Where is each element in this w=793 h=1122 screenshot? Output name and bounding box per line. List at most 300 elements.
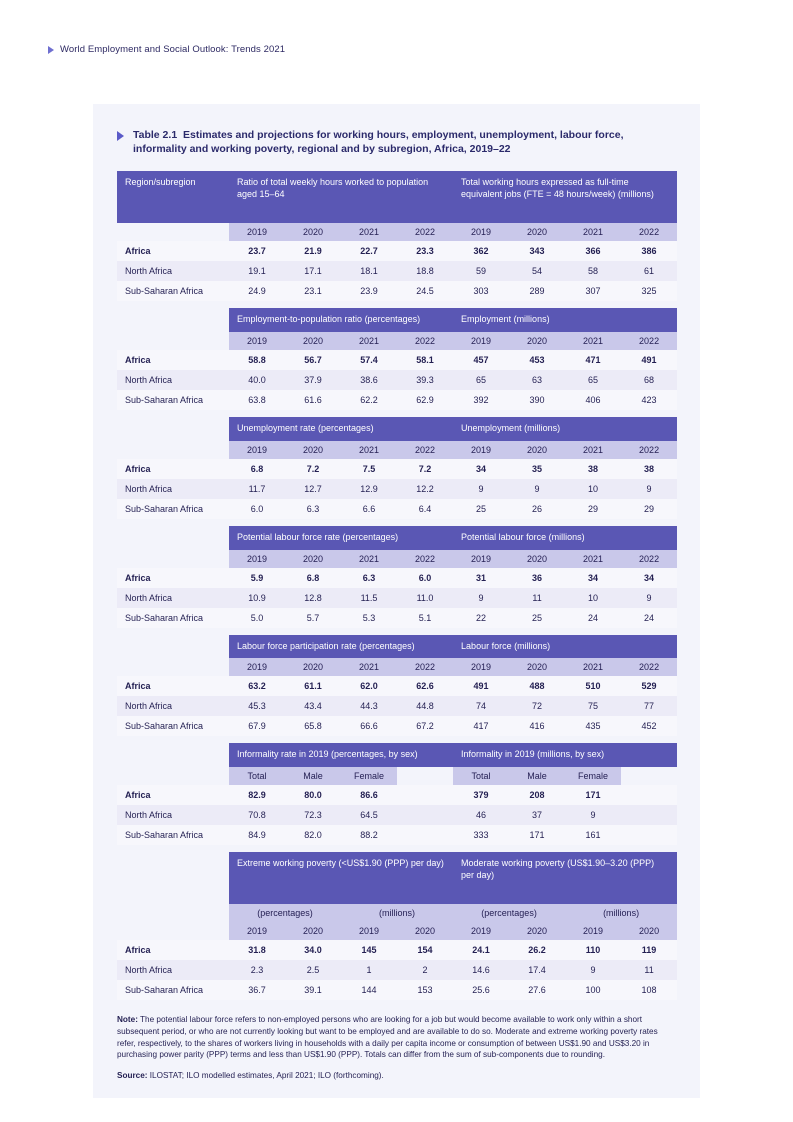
column-subhead: 2022 [397, 441, 453, 459]
data-cell: 56.7 [285, 350, 341, 370]
table-row [117, 960, 677, 980]
column-subhead: 2022 [621, 332, 677, 350]
column-subhead: 2020 [285, 922, 341, 940]
region-header: Region/subregion [117, 171, 229, 223]
row-label: Sub-Saharan Africa [117, 716, 229, 736]
data-cell: 108 [621, 980, 677, 1000]
column-subhead: 2022 [397, 332, 453, 350]
block-header-row [117, 308, 677, 332]
table-row [117, 676, 677, 696]
block-header-row [117, 743, 677, 767]
data-cell: 54 [509, 261, 565, 281]
data-cell: 23.9 [341, 281, 397, 301]
spacer-cell [117, 767, 229, 785]
data-cell: 9 [453, 479, 509, 499]
data-cell: 6.4 [397, 499, 453, 519]
table-row [117, 479, 677, 499]
data-cell: 67.2 [397, 716, 453, 736]
row-spacer [117, 301, 677, 308]
block-subhead-row [117, 441, 677, 459]
data-cell: 145 [341, 940, 397, 960]
row-label: Sub-Saharan Africa [117, 281, 229, 301]
table-row [117, 568, 677, 588]
data-cell: 23.7 [229, 241, 285, 261]
data-cell [621, 785, 677, 805]
row-label: Sub-Saharan Africa [117, 499, 229, 519]
column-subhead: 2021 [565, 332, 621, 350]
table-row [117, 281, 677, 301]
spacer-cell [117, 308, 229, 332]
data-cell: 34 [565, 568, 621, 588]
column-subhead: 2021 [341, 550, 397, 568]
column-subhead: 2019 [229, 441, 285, 459]
data-cell [397, 825, 453, 845]
data-cell: 10 [565, 588, 621, 608]
data-cell: 77 [621, 696, 677, 716]
row-label: Sub-Saharan Africa [117, 390, 229, 410]
data-cell: 144 [341, 980, 397, 1000]
data-cell: 6.8 [285, 568, 341, 588]
data-cell: 110 [565, 940, 621, 960]
data-cell: 24 [621, 608, 677, 628]
row-label: North Africa [117, 805, 229, 825]
row-label: North Africa [117, 479, 229, 499]
data-cell: 12.9 [341, 479, 397, 499]
group-label: (percentages) [453, 904, 565, 922]
source-label: Source: [117, 1070, 148, 1080]
data-cell: 80.0 [285, 785, 341, 805]
data-cell: 9 [621, 479, 677, 499]
data-cell: 44.3 [341, 696, 397, 716]
row-spacer [117, 519, 677, 526]
data-cell: 25.6 [453, 980, 509, 1000]
data-cell: 9 [453, 588, 509, 608]
data-cell: 12.2 [397, 479, 453, 499]
data-cell: 61 [621, 261, 677, 281]
row-label: Africa [117, 785, 229, 805]
data-cell: 34 [621, 568, 677, 588]
data-cell: 38 [565, 459, 621, 479]
data-cell: 9 [509, 479, 565, 499]
note-text: The potential labour force refers to non-employed persons who are looking for a job but would become available to work only within a short subsequent period, or who are not currently looking but want to be employed and are available to do so. Moderate and extreme working poverty rates refer, respectively, to the shares of workers living in households with a daily per capita income or consumption of between US$1.90 and US$3.20 in purchasing power parity (PPP) terms and less than US$1.90 (PPP). Totals can differ from the sum of sub-components due to rounding. [117, 1015, 658, 1060]
data-cell: 68 [621, 370, 677, 390]
block-header-row [117, 526, 677, 550]
poverty-group-row [117, 904, 677, 922]
row-spacer [117, 736, 677, 743]
data-cell: 1 [341, 960, 397, 980]
block-right-header: Labour force (millions) [453, 635, 677, 659]
table-row [117, 785, 677, 805]
column-subhead: 2019 [229, 550, 285, 568]
data-cell: 6.0 [229, 499, 285, 519]
block-left-header: Employment-to-population ratio (percentages) [229, 308, 453, 332]
data-cell: 307 [565, 281, 621, 301]
data-cell: 58.8 [229, 350, 285, 370]
data-cell: 9 [621, 588, 677, 608]
data-cell: 24.1 [453, 940, 509, 960]
column-subhead: 2020 [285, 223, 341, 241]
data-cell: 6.3 [341, 568, 397, 588]
triangle-icon [117, 131, 124, 141]
column-subhead: 2022 [397, 658, 453, 676]
data-cell: 40.0 [229, 370, 285, 390]
block-left-header: Unemployment rate (percentages) [229, 417, 453, 441]
block-header-row [117, 635, 677, 659]
data-cell: 6.6 [341, 499, 397, 519]
data-cell: 31.8 [229, 940, 285, 960]
data-cell: 24.5 [397, 281, 453, 301]
data-cell [397, 805, 453, 825]
data-cell: 17.1 [285, 261, 341, 281]
data-cell: 25 [453, 499, 509, 519]
data-cell: 10.9 [229, 588, 285, 608]
spacer-cell [117, 526, 229, 550]
spacer-cell [117, 332, 229, 350]
data-cell: 22 [453, 608, 509, 628]
data-cell: 43.4 [285, 696, 341, 716]
data-cell: 11 [509, 588, 565, 608]
data-cell: 119 [621, 940, 677, 960]
data-cell: 70.8 [229, 805, 285, 825]
data-cell: 208 [509, 785, 565, 805]
group-label: (millions) [565, 904, 677, 922]
data-cell: 23.1 [285, 281, 341, 301]
table-row [117, 459, 677, 479]
row-label: North Africa [117, 588, 229, 608]
row-label: Africa [117, 350, 229, 370]
data-cell [397, 785, 453, 805]
spacer-cell [117, 550, 229, 568]
data-cell: 31 [453, 568, 509, 588]
data-cell: 34 [453, 459, 509, 479]
row-spacer [117, 628, 677, 635]
data-cell: 5.3 [341, 608, 397, 628]
block-right-header: Potential labour force (millions) [453, 526, 677, 550]
column-subhead: 2019 [229, 223, 285, 241]
column-subhead: Male [285, 767, 341, 785]
column-subhead: 2020 [509, 658, 565, 676]
column-subhead: 2019 [565, 922, 621, 940]
poverty-right-header: Moderate working poverty (US$1.90–3.20 (PPP) per day) [453, 852, 677, 904]
data-cell: 14.6 [453, 960, 509, 980]
column-subhead: 2021 [341, 658, 397, 676]
data-cell: 65 [453, 370, 509, 390]
column-subhead: 2020 [509, 441, 565, 459]
data-cell: 27.6 [509, 980, 565, 1000]
table-row [117, 350, 677, 370]
column-subhead: Total [453, 767, 509, 785]
column-subhead: 2019 [453, 332, 509, 350]
block-header-row [117, 417, 677, 441]
spacer-cell [117, 441, 229, 459]
data-cell: 39.1 [285, 980, 341, 1000]
data-cell: 11.5 [341, 588, 397, 608]
row-label: Sub-Saharan Africa [117, 980, 229, 1000]
column-subhead: 2019 [341, 922, 397, 940]
data-cell: 84.9 [229, 825, 285, 845]
data-cell: 66.6 [341, 716, 397, 736]
spacer-cell [117, 852, 229, 904]
column-subhead: 2021 [565, 223, 621, 241]
row-label: North Africa [117, 261, 229, 281]
data-cell: 23.3 [397, 241, 453, 261]
data-cell: 26.2 [509, 940, 565, 960]
column-subhead: 2020 [621, 922, 677, 940]
column-subhead: 2020 [397, 922, 453, 940]
data-cell: 63.8 [229, 390, 285, 410]
column-subhead: Total [229, 767, 285, 785]
data-cell: 21.9 [285, 241, 341, 261]
table-title [117, 128, 676, 157]
row-label: North Africa [117, 960, 229, 980]
table-row [117, 370, 677, 390]
data-cell: 161 [565, 825, 621, 845]
data-cell: 62.2 [341, 390, 397, 410]
data-cell: 417 [453, 716, 509, 736]
data-cell [621, 825, 677, 845]
data-cell: 44.8 [397, 696, 453, 716]
data-cell: 11.7 [229, 479, 285, 499]
data-cell: 303 [453, 281, 509, 301]
poverty-left-header: Extreme working poverty (<US$1.90 (PPP) per day) [229, 852, 453, 904]
row-label: North Africa [117, 370, 229, 390]
data-cell: 18.1 [341, 261, 397, 281]
column-subhead: 2020 [509, 922, 565, 940]
data-cell: 46 [453, 805, 509, 825]
column-subhead: 2019 [453, 658, 509, 676]
row-label: Sub-Saharan Africa [117, 825, 229, 845]
table-row [117, 805, 677, 825]
data-cell: 82.0 [285, 825, 341, 845]
data-cell: 171 [565, 785, 621, 805]
data-cell: 6.3 [285, 499, 341, 519]
column-subhead: 2020 [509, 550, 565, 568]
column-subhead: 2021 [565, 658, 621, 676]
data-cell: 529 [621, 676, 677, 696]
column-subhead: 2020 [285, 550, 341, 568]
table-row [117, 588, 677, 608]
data-cell: 423 [621, 390, 677, 410]
data-cell: 19.1 [229, 261, 285, 281]
data-cell: 72 [509, 696, 565, 716]
data-cell: 289 [509, 281, 565, 301]
table-row [117, 608, 677, 628]
data-cell: 416 [509, 716, 565, 736]
column-subhead: 2019 [229, 332, 285, 350]
poverty-subhead-row [117, 922, 677, 940]
data-cell: 88.2 [341, 825, 397, 845]
column-subhead: 2019 [229, 922, 285, 940]
data-cell: 18.8 [397, 261, 453, 281]
data-cell: 452 [621, 716, 677, 736]
column-subhead: 2020 [285, 441, 341, 459]
data-cell: 2.5 [285, 960, 341, 980]
data-cell: 471 [565, 350, 621, 370]
column-subhead [397, 767, 453, 785]
table-title-text: Estimates and projections for working hours, employment, unemployment, labour force, informality and working poverty, regional and by subregion, Africa, 2019–22 [133, 129, 624, 156]
data-cell: 36.7 [229, 980, 285, 1000]
column-subhead: 2020 [509, 332, 565, 350]
spacer-cell [117, 904, 229, 922]
column-subhead: 2022 [621, 658, 677, 676]
table-row [117, 241, 677, 261]
data-cell: 62.6 [397, 676, 453, 696]
block-left-header: Potential labour force rate (percentages) [229, 526, 453, 550]
data-cell: 9 [565, 805, 621, 825]
column-subhead [621, 767, 677, 785]
row-label: Africa [117, 241, 229, 261]
data-cell: 2.3 [229, 960, 285, 980]
data-cell: 154 [397, 940, 453, 960]
data-cell: 24 [565, 608, 621, 628]
table-number: Table 2.1 [133, 129, 178, 141]
data-cell: 74 [453, 696, 509, 716]
data-cell: 6.8 [229, 459, 285, 479]
row-label: Africa [117, 676, 229, 696]
data-cell: 37.9 [285, 370, 341, 390]
data-cell: 10 [565, 479, 621, 499]
table-row [117, 390, 677, 410]
column-subhead: 2022 [621, 223, 677, 241]
running-head [48, 44, 285, 55]
column-subhead: 2022 [621, 550, 677, 568]
data-cell: 37 [509, 805, 565, 825]
data-cell: 171 [509, 825, 565, 845]
data-cell: 366 [565, 241, 621, 261]
data-cell: 65 [565, 370, 621, 390]
data-cell: 7.2 [397, 459, 453, 479]
data-cell: 7.5 [341, 459, 397, 479]
block-subhead-row [117, 767, 677, 785]
data-cell: 362 [453, 241, 509, 261]
column-subhead: 2019 [229, 658, 285, 676]
data-cell: 34.0 [285, 940, 341, 960]
block-left-header: Ratio of total weekly hours worked to population aged 15–64 [229, 171, 453, 223]
block-left-header: Labour force participation rate (percentages) [229, 635, 453, 659]
data-cell: 343 [509, 241, 565, 261]
column-subhead: 2022 [621, 441, 677, 459]
group-label: (percentages) [229, 904, 341, 922]
table-row [117, 825, 677, 845]
column-subhead: 2021 [565, 441, 621, 459]
data-cell: 62.9 [397, 390, 453, 410]
data-cell: 59 [453, 261, 509, 281]
data-cell: 45.3 [229, 696, 285, 716]
row-label: Sub-Saharan Africa [117, 608, 229, 628]
block-right-header: Informality in 2019 (millions, by sex) [453, 743, 677, 767]
data-cell: 72.3 [285, 805, 341, 825]
statistics-table [117, 171, 677, 1000]
table-source [117, 1070, 677, 1082]
running-head-text: World Employment and Social Outlook: Trends 2021 [60, 44, 286, 55]
block-left-header: Informality rate in 2019 (percentages, by sex) [229, 743, 453, 767]
data-cell: 6.0 [397, 568, 453, 588]
data-cell: 65.8 [285, 716, 341, 736]
data-cell: 325 [621, 281, 677, 301]
data-cell: 457 [453, 350, 509, 370]
row-label: Africa [117, 940, 229, 960]
data-cell: 392 [453, 390, 509, 410]
table-note [117, 1014, 677, 1081]
note-label: Note: [117, 1015, 138, 1025]
data-cell: 488 [509, 676, 565, 696]
data-cell: 29 [621, 499, 677, 519]
column-subhead: 2022 [397, 223, 453, 241]
data-cell: 333 [453, 825, 509, 845]
spacer-cell [117, 743, 229, 767]
column-subhead: 2022 [397, 550, 453, 568]
data-cell: 61.1 [285, 676, 341, 696]
row-label: North Africa [117, 696, 229, 716]
poverty-header-row [117, 852, 677, 904]
data-cell: 57.4 [341, 350, 397, 370]
data-cell: 390 [509, 390, 565, 410]
data-cell: 75 [565, 696, 621, 716]
data-cell: 26 [509, 499, 565, 519]
row-spacer [117, 845, 677, 852]
data-cell: 36 [509, 568, 565, 588]
column-subhead: Male [509, 767, 565, 785]
data-cell: 24.9 [229, 281, 285, 301]
source-text: ILOSTAT; ILO modelled estimates, April 2021; ILO (forthcoming). [147, 1070, 384, 1080]
data-cell: 379 [453, 785, 509, 805]
table-row [117, 940, 677, 960]
row-label: Africa [117, 568, 229, 588]
spacer-cell [117, 635, 229, 659]
spacer-cell [117, 658, 229, 676]
data-cell: 62.0 [341, 676, 397, 696]
row-spacer [117, 410, 677, 417]
column-subhead: 2021 [341, 441, 397, 459]
data-cell: 12.7 [285, 479, 341, 499]
column-subhead: 2021 [341, 332, 397, 350]
data-cell: 11 [621, 960, 677, 980]
block-header-row [117, 171, 677, 223]
data-cell: 5.9 [229, 568, 285, 588]
data-cell: 11.0 [397, 588, 453, 608]
column-subhead: 2020 [509, 223, 565, 241]
block-subhead-row [117, 223, 677, 241]
data-cell: 12.8 [285, 588, 341, 608]
data-cell: 2 [397, 960, 453, 980]
data-cell: 38.6 [341, 370, 397, 390]
block-right-header: Unemployment (millions) [453, 417, 677, 441]
data-cell: 63 [509, 370, 565, 390]
data-cell: 58 [565, 261, 621, 281]
column-subhead: 2020 [285, 332, 341, 350]
spacer-cell [117, 223, 229, 241]
data-cell: 64.5 [341, 805, 397, 825]
triangle-icon [48, 46, 54, 54]
table-card [93, 104, 700, 1098]
data-cell: 67.9 [229, 716, 285, 736]
data-cell: 491 [453, 676, 509, 696]
table-row [117, 980, 677, 1000]
data-cell: 63.2 [229, 676, 285, 696]
data-cell: 7.2 [285, 459, 341, 479]
data-cell: 17.4 [509, 960, 565, 980]
data-cell: 100 [565, 980, 621, 1000]
data-cell: 25 [509, 608, 565, 628]
data-cell: 5.0 [229, 608, 285, 628]
block-subhead-row [117, 658, 677, 676]
block-right-header: Employment (millions) [453, 308, 677, 332]
column-subhead: 2019 [453, 550, 509, 568]
column-subhead: 2019 [453, 441, 509, 459]
data-cell [621, 805, 677, 825]
table-row [117, 716, 677, 736]
data-cell: 22.7 [341, 241, 397, 261]
